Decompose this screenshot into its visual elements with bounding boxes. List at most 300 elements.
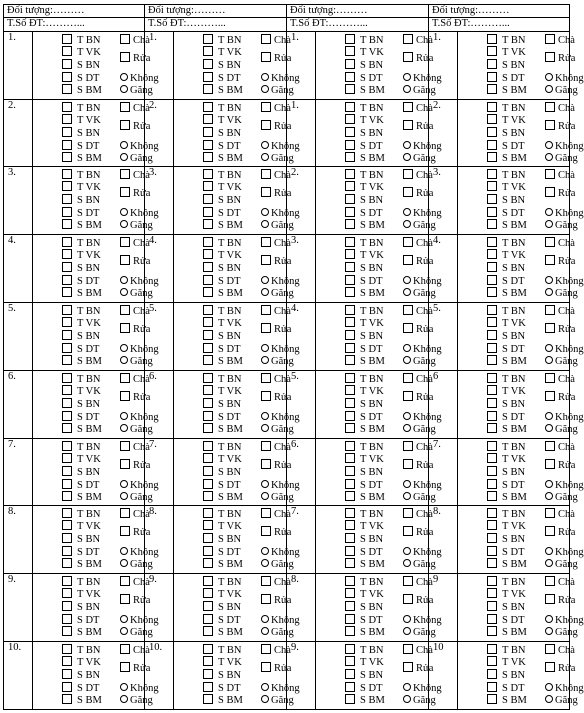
s-bm-checkbox[interactable] xyxy=(487,626,497,636)
cha-checkbox[interactable] xyxy=(261,237,271,247)
gang-radio[interactable] xyxy=(403,695,411,703)
t-bn-checkbox[interactable] xyxy=(62,441,72,451)
t-vk-checkbox[interactable] xyxy=(62,249,72,259)
gang-radio[interactable] xyxy=(261,492,269,500)
cha-checkbox[interactable] xyxy=(545,305,555,315)
t-vk-checkbox[interactable] xyxy=(345,249,355,259)
cha-checkbox[interactable] xyxy=(545,373,555,383)
option-s-bn[interactable] xyxy=(203,533,241,546)
rua-checkbox[interactable] xyxy=(545,526,555,536)
s-dt-checkbox[interactable] xyxy=(62,72,72,82)
option-s-bm[interactable] xyxy=(345,152,385,165)
option-s-bm[interactable] xyxy=(345,287,385,300)
option-s-bn[interactable] xyxy=(345,59,383,72)
option-s-bm[interactable] xyxy=(487,423,527,436)
s-dt-checkbox[interactable] xyxy=(203,343,213,353)
t-bn-checkbox[interactable] xyxy=(203,237,213,247)
option-s-bn[interactable] xyxy=(345,330,383,343)
s-bn-checkbox[interactable] xyxy=(487,194,497,204)
rua-checkbox[interactable] xyxy=(545,323,555,333)
s-dt-checkbox[interactable] xyxy=(487,207,497,217)
option-t-vk[interactable] xyxy=(203,385,242,398)
s-dt-checkbox[interactable] xyxy=(345,140,355,150)
s-bn-checkbox[interactable] xyxy=(345,59,355,69)
t-vk-checkbox[interactable] xyxy=(345,656,355,666)
khong-radio[interactable] xyxy=(545,480,553,488)
cha-checkbox[interactable] xyxy=(545,169,555,179)
option-t-vk[interactable] xyxy=(203,656,242,669)
khong-radio[interactable] xyxy=(261,683,269,691)
s-bm-checkbox[interactable] xyxy=(203,355,213,365)
khong-radio[interactable] xyxy=(120,208,128,216)
t-vk-checkbox[interactable] xyxy=(62,46,72,56)
option-t-vk[interactable] xyxy=(487,114,526,127)
khong-radio[interactable] xyxy=(261,480,269,488)
t-vk-checkbox[interactable] xyxy=(345,181,355,191)
t-bn-checkbox[interactable] xyxy=(345,305,355,315)
khong-radio[interactable] xyxy=(120,547,128,555)
s-dt-checkbox[interactable] xyxy=(487,546,497,556)
s-bn-checkbox[interactable] xyxy=(203,262,213,272)
khong-radio[interactable] xyxy=(545,276,553,284)
s-bm-checkbox[interactable] xyxy=(345,84,355,94)
s-bn-checkbox[interactable] xyxy=(487,262,497,272)
s-bn-checkbox[interactable] xyxy=(62,194,72,204)
cha-checkbox[interactable] xyxy=(120,169,130,179)
khong-radio[interactable] xyxy=(120,276,128,284)
s-bm-checkbox[interactable] xyxy=(345,558,355,568)
t-vk-checkbox[interactable] xyxy=(487,520,497,530)
option-s-bm[interactable] xyxy=(487,152,527,165)
option-rua[interactable] xyxy=(545,594,575,607)
s-bm-checkbox[interactable] xyxy=(487,423,497,433)
khong-radio[interactable] xyxy=(545,208,553,216)
t-bn-checkbox[interactable] xyxy=(487,169,497,179)
rua-checkbox[interactable] xyxy=(261,526,271,536)
option-s-bm[interactable] xyxy=(487,84,527,97)
option-t-vk[interactable] xyxy=(487,46,526,59)
gang-radio[interactable] xyxy=(545,492,553,500)
t-vk-checkbox[interactable] xyxy=(487,181,497,191)
option-s-bm[interactable] xyxy=(345,219,385,232)
cha-checkbox[interactable] xyxy=(120,237,130,247)
cha-checkbox[interactable] xyxy=(403,305,413,315)
cha-checkbox[interactable] xyxy=(120,508,130,518)
option-s-bm[interactable] xyxy=(345,84,385,97)
option-rua[interactable] xyxy=(545,459,575,472)
t-bn-checkbox[interactable] xyxy=(62,576,72,586)
rua-checkbox[interactable] xyxy=(403,187,413,197)
option-s-bn[interactable] xyxy=(203,59,241,72)
t-vk-checkbox[interactable] xyxy=(62,656,72,666)
t-bn-checkbox[interactable] xyxy=(487,441,497,451)
option-s-bm[interactable] xyxy=(487,694,527,707)
option-s-bm[interactable] xyxy=(62,694,102,707)
gang-radio[interactable] xyxy=(120,153,128,161)
option-t-vk[interactable] xyxy=(345,588,384,601)
cha-checkbox[interactable] xyxy=(120,102,130,112)
khong-radio[interactable] xyxy=(120,141,128,149)
option-rua[interactable] xyxy=(545,52,575,65)
s-bn-checkbox[interactable] xyxy=(203,330,213,340)
option-t-vk[interactable] xyxy=(345,249,384,262)
s-bn-checkbox[interactable] xyxy=(62,262,72,272)
khong-radio[interactable] xyxy=(261,547,269,555)
rua-checkbox[interactable] xyxy=(120,120,130,130)
option-t-vk[interactable] xyxy=(487,317,526,330)
option-s-bn[interactable] xyxy=(345,601,383,614)
option-s-bm[interactable] xyxy=(62,558,102,571)
rua-checkbox[interactable] xyxy=(120,391,130,401)
option-s-bm[interactable] xyxy=(487,491,527,504)
option-s-bn[interactable] xyxy=(62,127,100,140)
gang-radio[interactable] xyxy=(120,85,128,93)
t-bn-checkbox[interactable] xyxy=(345,373,355,383)
khong-radio[interactable] xyxy=(545,547,553,555)
rua-checkbox[interactable] xyxy=(120,662,130,672)
s-dt-checkbox[interactable] xyxy=(487,411,497,421)
s-bn-checkbox[interactable] xyxy=(345,127,355,137)
s-bn-checkbox[interactable] xyxy=(345,330,355,340)
s-bn-checkbox[interactable] xyxy=(203,194,213,204)
s-bm-checkbox[interactable] xyxy=(345,694,355,704)
option-gang[interactable] xyxy=(545,491,578,504)
cha-checkbox[interactable] xyxy=(261,441,271,451)
rua-checkbox[interactable] xyxy=(120,323,130,333)
option-s-bn[interactable] xyxy=(487,533,525,546)
rua-checkbox[interactable] xyxy=(545,255,555,265)
option-t-vk[interactable] xyxy=(62,249,101,262)
s-dt-checkbox[interactable] xyxy=(345,614,355,624)
option-s-bm[interactable] xyxy=(203,558,243,571)
gang-radio[interactable] xyxy=(261,559,269,567)
khong-radio[interactable] xyxy=(403,683,411,691)
option-t-vk[interactable] xyxy=(62,588,101,601)
option-s-bm[interactable] xyxy=(62,287,102,300)
s-dt-checkbox[interactable] xyxy=(487,275,497,285)
option-gang[interactable] xyxy=(545,355,578,368)
s-dt-checkbox[interactable] xyxy=(487,140,497,150)
option-s-bn[interactable] xyxy=(487,330,525,343)
option-cha[interactable] xyxy=(545,373,575,386)
rua-checkbox[interactable] xyxy=(261,120,271,130)
khong-radio[interactable] xyxy=(120,73,128,81)
option-gang[interactable] xyxy=(545,626,578,639)
s-bm-checkbox[interactable] xyxy=(487,287,497,297)
s-dt-checkbox[interactable] xyxy=(62,411,72,421)
t-vk-checkbox[interactable] xyxy=(203,317,213,327)
cha-checkbox[interactable] xyxy=(403,508,413,518)
khong-radio[interactable] xyxy=(403,480,411,488)
option-s-bm[interactable] xyxy=(62,491,102,504)
option-s-bm[interactable] xyxy=(345,355,385,368)
s-bm-checkbox[interactable] xyxy=(345,219,355,229)
option-s-bn[interactable] xyxy=(487,466,525,479)
t-bn-checkbox[interactable] xyxy=(345,508,355,518)
t-vk-checkbox[interactable] xyxy=(345,114,355,124)
s-bm-checkbox[interactable] xyxy=(487,84,497,94)
s-dt-checkbox[interactable] xyxy=(345,479,355,489)
t-vk-checkbox[interactable] xyxy=(487,385,497,395)
option-s-bm[interactable] xyxy=(345,626,385,639)
option-s-bm[interactable] xyxy=(203,626,243,639)
option-s-bn[interactable] xyxy=(62,398,100,411)
t-bn-checkbox[interactable] xyxy=(203,373,213,383)
option-s-bn[interactable] xyxy=(487,398,525,411)
option-t-vk[interactable] xyxy=(62,453,101,466)
option-t-vk[interactable] xyxy=(487,656,526,669)
option-s-bm[interactable] xyxy=(203,694,243,707)
t-vk-checkbox[interactable] xyxy=(487,656,497,666)
option-s-bn[interactable] xyxy=(62,59,100,72)
cha-checkbox[interactable] xyxy=(403,237,413,247)
option-s-bm[interactable] xyxy=(487,355,527,368)
gang-radio[interactable] xyxy=(403,153,411,161)
s-bn-checkbox[interactable] xyxy=(62,127,72,137)
t-vk-checkbox[interactable] xyxy=(345,317,355,327)
rua-checkbox[interactable] xyxy=(261,594,271,604)
option-cha[interactable] xyxy=(545,441,575,454)
option-s-bn[interactable] xyxy=(345,194,383,207)
t-bn-checkbox[interactable] xyxy=(487,373,497,383)
s-bm-checkbox[interactable] xyxy=(62,219,72,229)
option-s-bn[interactable] xyxy=(203,262,241,275)
s-dt-checkbox[interactable] xyxy=(203,207,213,217)
cha-checkbox[interactable] xyxy=(261,644,271,654)
option-s-bm[interactable] xyxy=(487,219,527,232)
s-dt-checkbox[interactable] xyxy=(487,343,497,353)
s-dt-checkbox[interactable] xyxy=(62,546,72,556)
option-s-bm[interactable] xyxy=(345,694,385,707)
gang-radio[interactable] xyxy=(545,559,553,567)
s-bm-checkbox[interactable] xyxy=(487,355,497,365)
option-s-bn[interactable] xyxy=(487,669,525,682)
option-s-bn[interactable] xyxy=(487,59,525,72)
s-dt-checkbox[interactable] xyxy=(345,207,355,217)
option-s-bn[interactable] xyxy=(345,398,383,411)
cha-checkbox[interactable] xyxy=(545,102,555,112)
khong-radio[interactable] xyxy=(545,73,553,81)
cha-checkbox[interactable] xyxy=(261,34,271,44)
s-bm-checkbox[interactable] xyxy=(62,626,72,636)
option-t-vk[interactable] xyxy=(62,520,101,533)
s-bm-checkbox[interactable] xyxy=(203,626,213,636)
gang-radio[interactable] xyxy=(403,424,411,432)
s-bn-checkbox[interactable] xyxy=(487,59,497,69)
option-s-bm[interactable] xyxy=(203,219,243,232)
khong-radio[interactable] xyxy=(261,141,269,149)
gang-radio[interactable] xyxy=(545,153,553,161)
option-s-bn[interactable] xyxy=(62,262,100,275)
option-s-bn[interactable] xyxy=(62,194,100,207)
t-bn-checkbox[interactable] xyxy=(62,169,72,179)
option-t-vk[interactable] xyxy=(62,656,101,669)
gang-radio[interactable] xyxy=(120,424,128,432)
cha-checkbox[interactable] xyxy=(120,305,130,315)
t-bn-checkbox[interactable] xyxy=(62,644,72,654)
t-bn-checkbox[interactable] xyxy=(62,34,72,44)
s-bm-checkbox[interactable] xyxy=(345,626,355,636)
cha-checkbox[interactable] xyxy=(545,441,555,451)
option-s-bn[interactable] xyxy=(62,669,100,682)
khong-radio[interactable] xyxy=(120,344,128,352)
option-t-vk[interactable] xyxy=(487,453,526,466)
s-dt-checkbox[interactable] xyxy=(345,682,355,692)
t-vk-checkbox[interactable] xyxy=(62,588,72,598)
t-vk-checkbox[interactable] xyxy=(62,181,72,191)
option-t-vk[interactable] xyxy=(487,520,526,533)
gang-radio[interactable] xyxy=(261,695,269,703)
s-bm-checkbox[interactable] xyxy=(62,287,72,297)
gang-radio[interactable] xyxy=(120,695,128,703)
rua-checkbox[interactable] xyxy=(403,662,413,672)
khong-radio[interactable] xyxy=(545,683,553,691)
gang-radio[interactable] xyxy=(545,288,553,296)
khong-radio[interactable] xyxy=(120,615,128,623)
gang-radio[interactable] xyxy=(403,492,411,500)
rua-checkbox[interactable] xyxy=(403,526,413,536)
gang-radio[interactable] xyxy=(120,220,128,228)
s-bm-checkbox[interactable] xyxy=(62,423,72,433)
rua-checkbox[interactable] xyxy=(545,391,555,401)
s-bm-checkbox[interactable] xyxy=(487,558,497,568)
rua-checkbox[interactable] xyxy=(403,52,413,62)
t-vk-checkbox[interactable] xyxy=(62,114,72,124)
t-bn-checkbox[interactable] xyxy=(62,237,72,247)
rua-checkbox[interactable] xyxy=(403,459,413,469)
option-t-vk[interactable] xyxy=(62,46,101,59)
cha-checkbox[interactable] xyxy=(120,441,130,451)
s-bm-checkbox[interactable] xyxy=(487,152,497,162)
option-cha[interactable] xyxy=(545,644,575,657)
option-t-vk[interactable] xyxy=(345,520,384,533)
cha-checkbox[interactable] xyxy=(545,34,555,44)
option-t-vk[interactable] xyxy=(62,181,101,194)
rua-checkbox[interactable] xyxy=(403,594,413,604)
s-dt-checkbox[interactable] xyxy=(203,479,213,489)
gang-radio[interactable] xyxy=(545,627,553,635)
khong-radio[interactable] xyxy=(261,615,269,623)
t-bn-checkbox[interactable] xyxy=(203,644,213,654)
t-vk-checkbox[interactable] xyxy=(62,385,72,395)
option-s-bm[interactable] xyxy=(62,626,102,639)
khong-radio[interactable] xyxy=(545,344,553,352)
cha-checkbox[interactable] xyxy=(403,441,413,451)
cha-checkbox[interactable] xyxy=(261,169,271,179)
s-dt-checkbox[interactable] xyxy=(203,614,213,624)
t-bn-checkbox[interactable] xyxy=(487,508,497,518)
khong-radio[interactable] xyxy=(120,683,128,691)
khong-radio[interactable] xyxy=(403,412,411,420)
s-bn-checkbox[interactable] xyxy=(345,669,355,679)
t-vk-checkbox[interactable] xyxy=(62,520,72,530)
t-bn-checkbox[interactable] xyxy=(345,34,355,44)
khong-radio[interactable] xyxy=(261,276,269,284)
gang-radio[interactable] xyxy=(261,424,269,432)
t-bn-checkbox[interactable] xyxy=(62,305,72,315)
option-t-vk[interactable] xyxy=(62,317,101,330)
khong-radio[interactable] xyxy=(545,141,553,149)
s-dt-checkbox[interactable] xyxy=(62,682,72,692)
s-bn-checkbox[interactable] xyxy=(203,601,213,611)
gang-radio[interactable] xyxy=(403,627,411,635)
cha-checkbox[interactable] xyxy=(261,576,271,586)
t-vk-checkbox[interactable] xyxy=(345,46,355,56)
t-vk-checkbox[interactable] xyxy=(487,588,497,598)
rua-checkbox[interactable] xyxy=(545,52,555,62)
t-vk-checkbox[interactable] xyxy=(345,453,355,463)
s-bm-checkbox[interactable] xyxy=(203,694,213,704)
s-bn-checkbox[interactable] xyxy=(345,601,355,611)
option-s-bn[interactable] xyxy=(203,194,241,207)
t-vk-checkbox[interactable] xyxy=(203,46,213,56)
khong-radio[interactable] xyxy=(261,344,269,352)
cha-checkbox[interactable] xyxy=(403,373,413,383)
s-bn-checkbox[interactable] xyxy=(203,533,213,543)
t-bn-checkbox[interactable] xyxy=(487,237,497,247)
s-bn-checkbox[interactable] xyxy=(62,398,72,408)
option-cha[interactable] xyxy=(545,169,575,182)
s-bm-checkbox[interactable] xyxy=(487,219,497,229)
s-bn-checkbox[interactable] xyxy=(487,398,497,408)
t-bn-checkbox[interactable] xyxy=(345,441,355,451)
rua-checkbox[interactable] xyxy=(261,662,271,672)
option-s-bn[interactable] xyxy=(62,601,100,614)
option-t-vk[interactable] xyxy=(203,453,242,466)
s-bm-checkbox[interactable] xyxy=(203,152,213,162)
option-t-vk[interactable] xyxy=(345,656,384,669)
option-s-bn[interactable] xyxy=(203,466,241,479)
khong-radio[interactable] xyxy=(120,412,128,420)
s-dt-checkbox[interactable] xyxy=(203,140,213,150)
t-bn-checkbox[interactable] xyxy=(203,169,213,179)
s-dt-checkbox[interactable] xyxy=(203,411,213,421)
option-rua[interactable] xyxy=(545,662,575,675)
s-bn-checkbox[interactable] xyxy=(487,601,497,611)
s-bm-checkbox[interactable] xyxy=(62,491,72,501)
s-bn-checkbox[interactable] xyxy=(203,398,213,408)
option-cha[interactable] xyxy=(545,34,575,47)
s-bm-checkbox[interactable] xyxy=(345,355,355,365)
s-dt-checkbox[interactable] xyxy=(203,682,213,692)
s-bn-checkbox[interactable] xyxy=(62,669,72,679)
s-bn-checkbox[interactable] xyxy=(62,601,72,611)
rua-checkbox[interactable] xyxy=(545,662,555,672)
s-bn-checkbox[interactable] xyxy=(62,466,72,476)
s-dt-checkbox[interactable] xyxy=(203,72,213,82)
rua-checkbox[interactable] xyxy=(403,120,413,130)
t-vk-checkbox[interactable] xyxy=(487,114,497,124)
khong-radio[interactable] xyxy=(403,73,411,81)
s-bn-checkbox[interactable] xyxy=(62,533,72,543)
khong-radio[interactable] xyxy=(261,73,269,81)
gang-radio[interactable] xyxy=(403,288,411,296)
s-bm-checkbox[interactable] xyxy=(203,423,213,433)
cha-checkbox[interactable] xyxy=(120,34,130,44)
rua-checkbox[interactable] xyxy=(120,187,130,197)
cha-checkbox[interactable] xyxy=(120,576,130,586)
khong-radio[interactable] xyxy=(403,547,411,555)
rua-checkbox[interactable] xyxy=(120,459,130,469)
t-vk-checkbox[interactable] xyxy=(62,317,72,327)
t-bn-checkbox[interactable] xyxy=(487,644,497,654)
s-dt-checkbox[interactable] xyxy=(62,479,72,489)
cha-checkbox[interactable] xyxy=(261,305,271,315)
option-t-vk[interactable] xyxy=(345,114,384,127)
s-bm-checkbox[interactable] xyxy=(62,694,72,704)
rua-checkbox[interactable] xyxy=(545,594,555,604)
t-vk-checkbox[interactable] xyxy=(487,453,497,463)
